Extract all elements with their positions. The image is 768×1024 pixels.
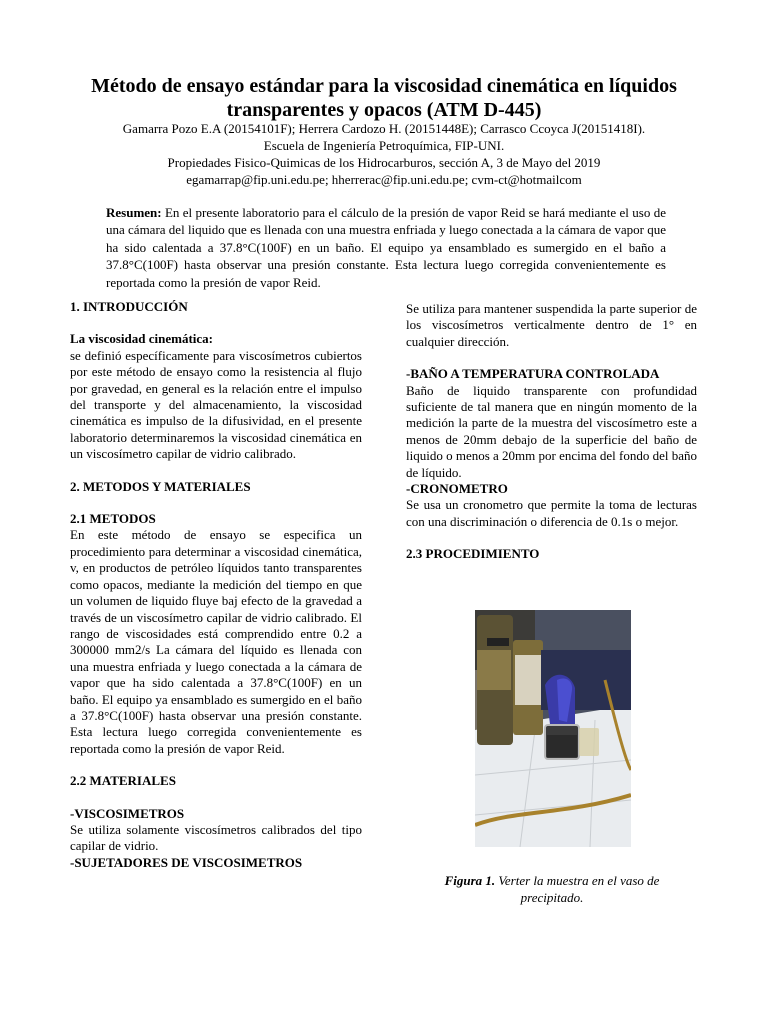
heading-metodos: 2.1 METODOS xyxy=(70,511,156,527)
title-line-1: Método de ensayo estándar para la viscosidad cinemática en líquidos xyxy=(91,75,677,97)
abstract-text: En el presente laboratorio para el cálculo de la presión de vapor Reid se hará mediante el uso de una cámara del liquido que es llenada con una muestra enfriada y luego conectada a la cámara de vapor que ha sido calentada a 37.8°C(100F) en un baño. El equipo ya ensamblado es sumergido en el baño a 37.8°C(100F) hasta observar una presión constante. Esta lectura luego corregida convenientemente es reportada como la presión de vapor Reid. xyxy=(106,205,666,290)
paragraph-metodos: En este método de ensayo se especifica un procedimiento para determinar a viscosidad cinemática, v, en productos de petróleo líquidos tanto transparentes como opacos, mediante la medición del tiempo en que un volumen de liquido fluye baj efecto de la gravedad a través de un viscosímetro capilar de vidrio calibrado. El rango de viscosidades está comprendido entre 0.2 a 300000 mm2/s La cámara del líquido es llenada con una muestra enfriada y luego conectada a la cámara de vapor que ha sido calentada a 37.8°C(100F) en un baño. El equipo ya ensamblado es sumergido en el baño a 37.8°C(100F) hasta observar una presión constante. Esta lectura luego corregida convenientemente es reportada como la presión de vapor Reid. xyxy=(70,527,362,756)
right-column xyxy=(406,301,697,563)
heading-introduccion: 1. INTRODUCCIÓN xyxy=(70,299,188,314)
heading-viscosimetros: -VISCOSIMETROS xyxy=(70,805,185,821)
affiliation: Escuela de Ingeniería Petroquímica, FIP-UNI. xyxy=(263,138,505,153)
paper-title xyxy=(40,74,728,122)
left-column xyxy=(70,299,362,871)
course-info: Propiedades Fisico-Quimicas de los Hidrocarburos, sección A, 3 de Mayo del 2019 xyxy=(167,155,601,170)
figure-label: Figura 1. xyxy=(444,873,496,888)
paragraph-sujetadores: Se utiliza para mantener suspendida la parte superior de los viscosímetros verticalmente dentro de 1° en cualquier dirección. xyxy=(406,301,697,349)
heading-bano: -BAÑO A TEMPERATURA CONTROLADA xyxy=(406,366,660,382)
author-block xyxy=(40,120,728,188)
figure-photo xyxy=(475,610,631,847)
heading-materiales: 2.2 MATERIALES xyxy=(70,773,176,789)
paragraph-viscosidad: se definió específicamente para viscosímetros cubiertos por este método de ensayo como la resistencia al flujo por gravedad, en general es la relación entre el impulso del transporte y del almacenamiento, la viscosidad cinemática es impulso de la difusividad, en el presente laboratorio determinaremos la viscosidad cinemática en un viscosímetro capilar de vidrio calibrado. xyxy=(70,347,362,462)
paragraph-cronometro: Se usa un cronometro que permite la toma de lecturas con una discriminación o diferencia de 0.1s o mejor. xyxy=(406,497,697,529)
heading-viscosidad: La viscosidad cinemática: xyxy=(70,331,213,347)
figure-caption-text: Verter la muestra en el vaso de precipitado. xyxy=(495,873,660,905)
heading-sujetadores: -SUJETADORES DE VISCOSIMETROS xyxy=(70,854,303,870)
emails: egamarrap@fip.uni.edu.pe; hherrerac@fip.uni.edu.pe; cvm-ct@hotmailcom xyxy=(186,172,582,187)
heading-metodos-materiales: 2. METODOS Y MATERIALES xyxy=(70,478,251,494)
figure-caption xyxy=(430,872,674,906)
paragraph-viscosimetros: Se utiliza solamente viscosímetros calibrados del tipo capilar de vidrio. xyxy=(70,821,362,854)
heading-procedimiento: 2.3 PROCEDIMIENTO xyxy=(406,546,540,562)
heading-cronometro: -CRONOMETRO xyxy=(406,481,508,497)
abstract xyxy=(106,204,666,291)
abstract-label: Resumen: xyxy=(106,205,162,220)
paragraph-bano: Baño de liquido transparente con profundidad suficiente de tal manera que en ningún momento de la medición la parte de la muestra del viscosímetro este a menos de 20mm debajo de la superficie del baño de liquido o menos a 20mm por encima del fondo del baño de líquido. xyxy=(406,382,697,480)
authors: Gamarra Pozo E.A (20154101F); Herrera Cardozo H. (20151448E); Carrasco Ccoyca J(20151418I). xyxy=(122,121,646,136)
lab-photo-illustration xyxy=(475,610,631,847)
title-line-2: transparentes y opacos (ATM D-445) xyxy=(226,99,542,121)
